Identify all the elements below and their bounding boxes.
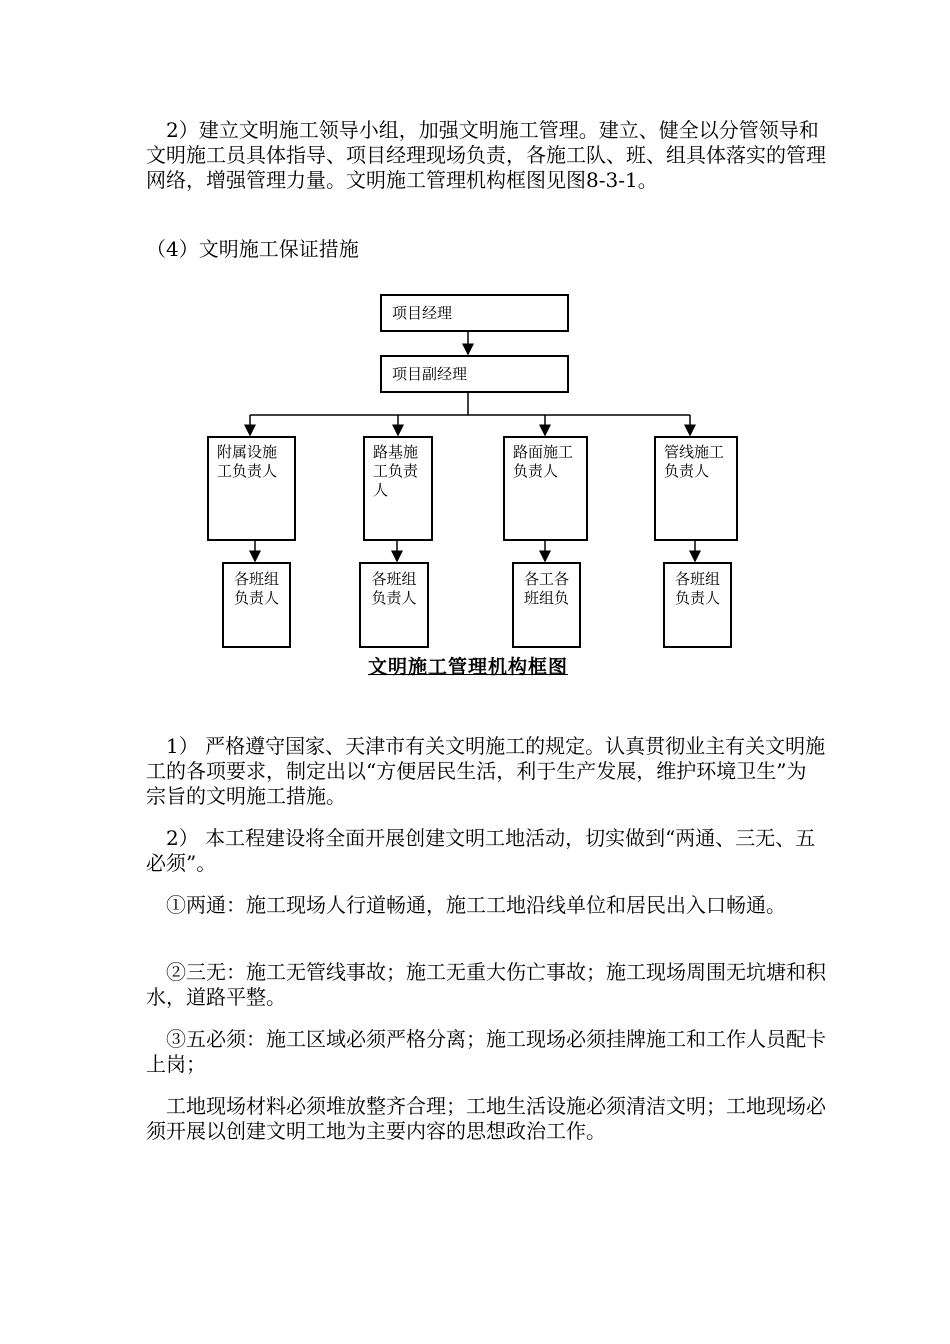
section-heading: （4）文明施工保证措施 bbox=[146, 237, 359, 261]
node-team-4: 各班组负责人 bbox=[663, 562, 732, 648]
node-lead-subgrade: 路基施工负责人 bbox=[363, 436, 433, 541]
paragraph-measure-2: 2） 本工程建设将全面开展创建文明工地活动，切实做到“两通、三无、五必须”。 bbox=[146, 826, 816, 875]
paragraph-1: 2）建立文明施工领导小组，加强文明施工管理。建立、健全以分管领导和文明施工员具体指导、项目经理现场负责，各施工队、班、组具体落实的管理网络，增强管理力量。文明施工管理机构框图见图8-3-1。 bbox=[146, 118, 826, 192]
node-deputy-manager: 项目副经理 bbox=[380, 355, 569, 393]
paragraph-two-clear: ①两通：施工现场人行道畅通，施工工地沿线单位和居民出入口畅通。 bbox=[146, 893, 786, 917]
paragraph-three-none: ②三无：施工无管线事故；施工无重大伤亡事故；施工现场周围无坑塘和积水，道路平整。 bbox=[146, 960, 826, 1009]
node-team-2: 各班组负责人 bbox=[359, 562, 429, 648]
node-team-1: 各班组负责人 bbox=[222, 562, 291, 648]
paragraph-site-requirements: 工地现场材料必须堆放整齐合理；工地生活设施必须清洁文明；工地现场必须开展以创建文明工地为主要内容的思想政治工作。 bbox=[146, 1094, 826, 1143]
chart-caption: 文明施工管理机构框图 bbox=[368, 656, 569, 678]
paragraph-measure-1: 1） 严格遵守国家、天津市有关文明施工的规定。认真贯彻业主有关文明施工的各项要求，制定出以“方便居民生活，利于生产发展，维护环境卫生”为宗旨的文明施工措施。 bbox=[146, 734, 826, 808]
node-team-3: 各工各班组负 bbox=[512, 562, 581, 648]
node-lead-pipeline: 管线施工负责人 bbox=[654, 436, 738, 541]
node-lead-ancillary: 附属设施工负责人 bbox=[207, 436, 296, 541]
paragraph-five-musts: ③五必须：施工区域必须严格分离；施工现场必须挂牌施工和工作人员配卡上岗； bbox=[146, 1027, 826, 1076]
node-lead-pavement: 路面施工负责人 bbox=[503, 436, 588, 541]
node-project-manager: 项目经理 bbox=[380, 294, 569, 332]
